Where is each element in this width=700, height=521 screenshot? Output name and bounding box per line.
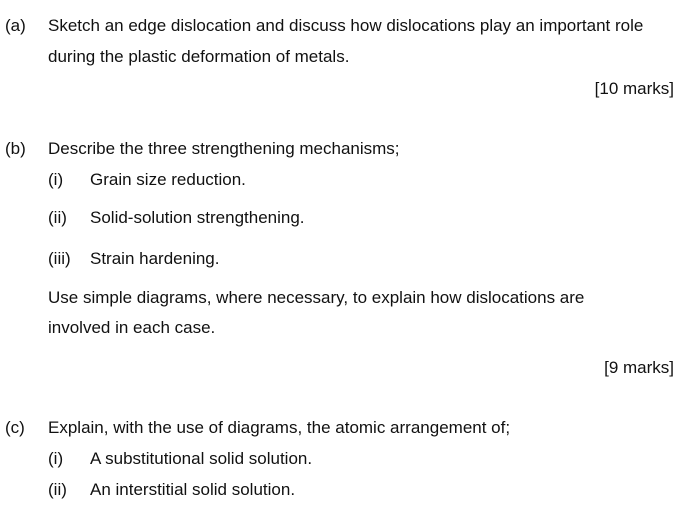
question-a-line-2: during the plastic deformation of metals. <box>48 47 350 66</box>
question-b-marks: [9 marks] <box>604 358 674 377</box>
question-a-marks: [10 marks] <box>594 79 674 98</box>
question-c-label: (c) <box>5 418 25 437</box>
question-c-item-1-num: (i) <box>48 449 64 468</box>
question-b-intro: Describe the three strengthening mechanisms; <box>48 139 400 158</box>
question-b-item-3-num: (iii) <box>48 249 71 268</box>
question-b-item-2-num: (ii) <box>48 208 67 227</box>
question-b-label: (b) <box>5 139 26 158</box>
question-c-item-2-num: (ii) <box>48 480 67 499</box>
question-a-label: (a) <box>5 16 26 35</box>
question-a-line-1: Sketch an edge dislocation and discuss how dislocations play an important role <box>48 16 644 35</box>
question-b-note-line-1: Use simple diagrams, where necessary, to explain how dislocations are <box>48 288 585 307</box>
question-c-item-1-text: A substitutional solid solution. <box>90 449 313 468</box>
question-b-item-2-text: Solid-solution strengthening. <box>90 208 305 227</box>
question-b-item-3-text: Strain hardening. <box>90 249 220 268</box>
question-b-note-line-2: involved in each case. <box>48 318 216 337</box>
question-b-item-1-num: (i) <box>48 170 64 189</box>
question-c-intro: Explain, with the use of diagrams, the atomic arrangement of; <box>48 418 511 437</box>
question-c-item-2-text: An interstitial solid solution. <box>90 480 296 499</box>
question-b-item-1-text: Grain size reduction. <box>90 170 246 189</box>
